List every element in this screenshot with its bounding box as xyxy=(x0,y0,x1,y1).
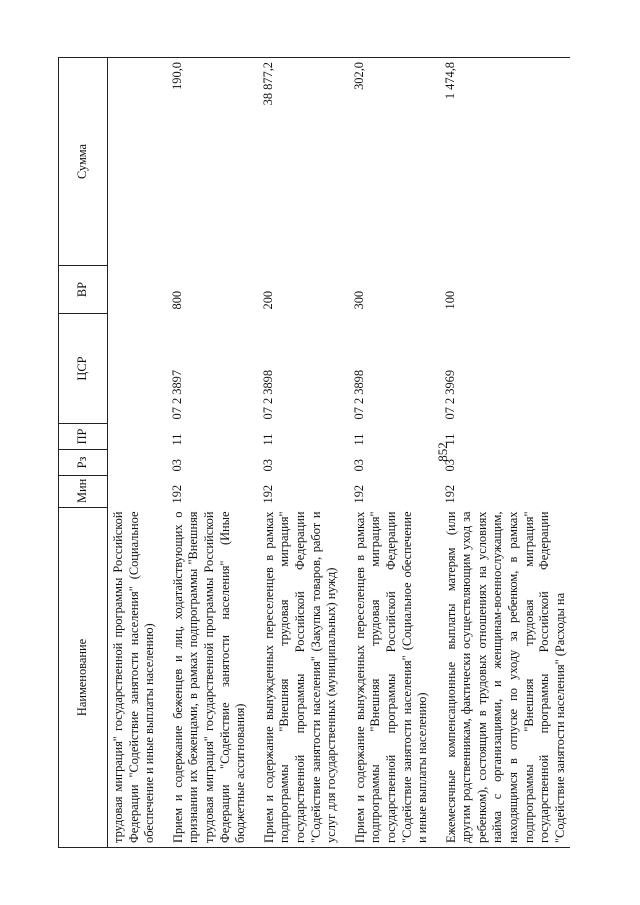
row-rz: 03 xyxy=(169,459,184,472)
row-pr: 11 xyxy=(169,433,184,446)
row-csr: 07 2 3969 xyxy=(442,369,457,420)
row-vr xyxy=(108,266,160,314)
row-vr: 800 xyxy=(169,290,184,310)
page-number: 852 xyxy=(435,442,450,462)
row-rz: 03 xyxy=(260,459,275,472)
row-min: 192 xyxy=(351,484,366,504)
table-header-row xyxy=(59,58,108,848)
row-sum: 38 877,2 xyxy=(259,58,342,266)
row-rz: 03 xyxy=(442,459,457,472)
header-rz: Рз xyxy=(59,450,108,476)
row-sum: 302,0 xyxy=(350,58,433,266)
row-name: Ежемесячные компенсационные выплаты матерям (или другим родственникам, фактически осуществляющим уход за ребенком), состоящим в трудовых отношениях на условиях найма с организациями, и женщинам-военнослужащим, находящимся в отпуске по уходу за ребенком, в рамках подпрограммы "Внешняя трудовая миграция" государственной программы Российской Федерации "Содействие занятости населения" (Расходы на xyxy=(441,508,571,848)
row-min: 192 xyxy=(169,484,184,504)
header-min: Мин xyxy=(59,476,108,508)
table-row xyxy=(259,58,342,848)
budget-table xyxy=(58,57,570,848)
row-csr: 07 2 3897 xyxy=(169,369,184,420)
row-pr: 11 xyxy=(351,433,366,446)
table-row xyxy=(441,58,571,848)
table-row xyxy=(168,58,251,848)
row-rz: 03 xyxy=(351,459,366,472)
row-vr: 300 xyxy=(351,290,366,310)
row-name: трудовая миграция" государственной программы Российской Федерации "Содействие занятости населения" (Социальное обеспечение и иные выплаты населению) xyxy=(108,508,160,848)
row-sum: 1 474,8 xyxy=(441,58,571,266)
row-name: Прием и содержание беженцев и лиц, ходатайствующих о признании их беженцами, в рамках подпрограммы "Внешняя трудовая миграция" государственной программы Российской Федерации "Содействие занятости населения" (Иные бюджетные ассигнования) xyxy=(168,508,251,848)
row-name: Прием и содержание вынужденных переселенцев в рамках подпрограммы "Внешняя трудовая миграция" государственной программы Российской Федерации "Содействие занятости населения" (Социальное обеспечение и иные выплаты населению) xyxy=(350,508,433,848)
row-csr: 07 2 3898 xyxy=(351,369,366,420)
row-pr: 11 xyxy=(260,433,275,446)
row-vr: 100 xyxy=(442,290,457,310)
header-pr: ПР xyxy=(59,424,108,450)
row-sum xyxy=(108,58,160,266)
budget-table-rotated xyxy=(58,58,624,848)
row-name: Прием и содержание вынужденных переселенцев в рамках подпрограммы "Внешняя трудовая миграция" государственной программы Российской Федерации "Содействие занятости населения" (Закупка товаров, работ и услуг для государственных (муниципальных) нужд) xyxy=(259,508,342,848)
row-rz xyxy=(108,450,160,476)
header-csr: ЦСР xyxy=(59,314,108,424)
row-min: 192 xyxy=(260,484,275,504)
row-min: 192 xyxy=(442,484,457,504)
header-vr: ВР xyxy=(59,266,108,314)
header-name: Наименование xyxy=(59,508,108,848)
table-row xyxy=(108,58,160,848)
row-sum: 190,0 xyxy=(168,58,251,266)
row-pr xyxy=(108,424,160,450)
header-sum: Сумма xyxy=(59,58,108,266)
row-vr: 200 xyxy=(260,290,275,310)
row-csr xyxy=(108,314,160,424)
row-csr: 07 2 3898 xyxy=(260,369,275,420)
row-min xyxy=(108,476,160,508)
table-row xyxy=(350,58,433,848)
row-pr: 11 xyxy=(442,433,457,446)
